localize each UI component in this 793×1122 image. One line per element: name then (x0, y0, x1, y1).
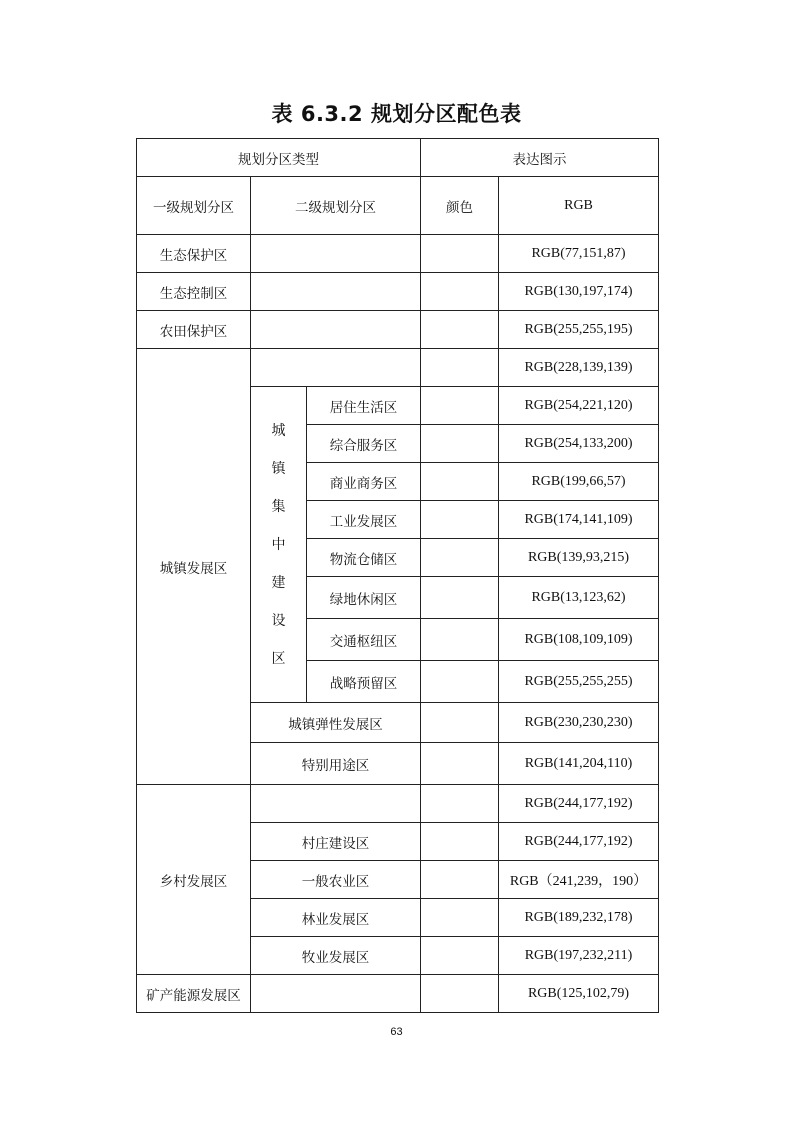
sub-zone-label: 居住生活区 (307, 387, 421, 425)
color-swatch (421, 661, 499, 703)
color-swatch (421, 975, 499, 1013)
zone-label-eco-control: 生态控制区 (137, 273, 251, 311)
sub-zone-label: 特别用途区 (251, 743, 421, 785)
sub-zone-label: 城镇弹性发展区 (251, 703, 421, 743)
table-title: 表 6.3.2 规划分区配色表 (271, 102, 522, 126)
zone-label-rural: 乡村发展区 (137, 785, 251, 975)
zone-label-urban: 城镇发展区 (137, 349, 251, 785)
color-swatch (421, 703, 499, 743)
zone-label-eco-protect: 生态保护区 (137, 235, 251, 273)
rgb-value: RGB(199,66,57) (499, 463, 659, 501)
empty-cell (251, 349, 421, 387)
color-swatch (421, 743, 499, 785)
rgb-value: RGB(13,123,62) (499, 577, 659, 619)
color-swatch (421, 539, 499, 577)
color-swatch (421, 463, 499, 501)
color-swatch (421, 861, 499, 899)
header-zone-type: 规划分区类型 (137, 139, 421, 177)
rgb-value: RGB(125,102,79) (499, 975, 659, 1013)
sub-zone-label: 工业发展区 (307, 501, 421, 539)
header-level1: 一级规划分区 (137, 177, 251, 235)
rgb-value: RGB(228,139,139) (499, 349, 659, 387)
rgb-value: RGB(244,177,192) (499, 785, 659, 823)
color-swatch (421, 899, 499, 937)
color-swatch (421, 937, 499, 975)
rgb-value: RGB(255,255,195) (499, 311, 659, 349)
zone-label-farmland: 农田保护区 (137, 311, 251, 349)
rgb-value: RGB(139,93,215) (499, 539, 659, 577)
color-swatch (421, 785, 499, 823)
empty-cell (251, 311, 421, 349)
header-rgb: RGB (499, 177, 659, 235)
empty-cell (251, 273, 421, 311)
header-color: 颜色 (421, 177, 499, 235)
color-swatch (421, 823, 499, 861)
rgb-value: RGB(230,230,230) (499, 703, 659, 743)
page-number: 63 (390, 1026, 403, 1038)
sub-zone-label: 一般农业区 (251, 861, 421, 899)
color-swatch (421, 425, 499, 463)
color-swatch (421, 501, 499, 539)
sub-zone-label: 物流仓储区 (307, 539, 421, 577)
rgb-value: RGB(174,141,109) (499, 501, 659, 539)
sub-zone-label: 村庄建设区 (251, 823, 421, 861)
rgb-value: RGB(77,151,87) (499, 235, 659, 273)
sub-zone-label: 牧业发展区 (251, 937, 421, 975)
color-swatch (421, 273, 499, 311)
rgb-value: RGB(130,197,174) (499, 273, 659, 311)
color-swatch (421, 235, 499, 273)
color-swatch (421, 619, 499, 661)
zone-color-table (136, 138, 659, 1013)
sub-zone-label: 战略预留区 (307, 661, 421, 703)
empty-cell (251, 235, 421, 273)
rgb-value: RGB(254,133,200) (499, 425, 659, 463)
sub-zone-label: 综合服务区 (307, 425, 421, 463)
sub-zone-label: 交通枢纽区 (307, 619, 421, 661)
color-swatch (421, 349, 499, 387)
empty-cell (251, 785, 421, 823)
color-swatch (421, 387, 499, 425)
header-legend: 表达图示 (421, 139, 659, 177)
empty-cell (251, 975, 421, 1013)
zone-label-mining: 矿产能源发展区 (137, 975, 251, 1013)
rgb-value: RGB(254,221,120) (499, 387, 659, 425)
sub-zone-label: 商业商务区 (307, 463, 421, 501)
sub-zone-label: 林业发展区 (251, 899, 421, 937)
color-swatch (421, 577, 499, 619)
urban-central-label: 城 镇 集 中 建 设 区 (251, 387, 307, 703)
header-level2: 二级规划分区 (251, 177, 421, 235)
color-swatch (421, 311, 499, 349)
rgb-value: RGB(189,232,178) (499, 899, 659, 937)
rgb-value: RGB(197,232,211) (499, 937, 659, 975)
rgb-value: RGB(244,177,192) (499, 823, 659, 861)
rgb-value: RGB(255,255,255) (499, 661, 659, 703)
sub-zone-label: 绿地休闲区 (307, 577, 421, 619)
rgb-value: RGB(141,204,110) (499, 743, 659, 785)
rgb-value: RGB（241,239，190） (499, 861, 659, 899)
rgb-value: RGB(108,109,109) (499, 619, 659, 661)
